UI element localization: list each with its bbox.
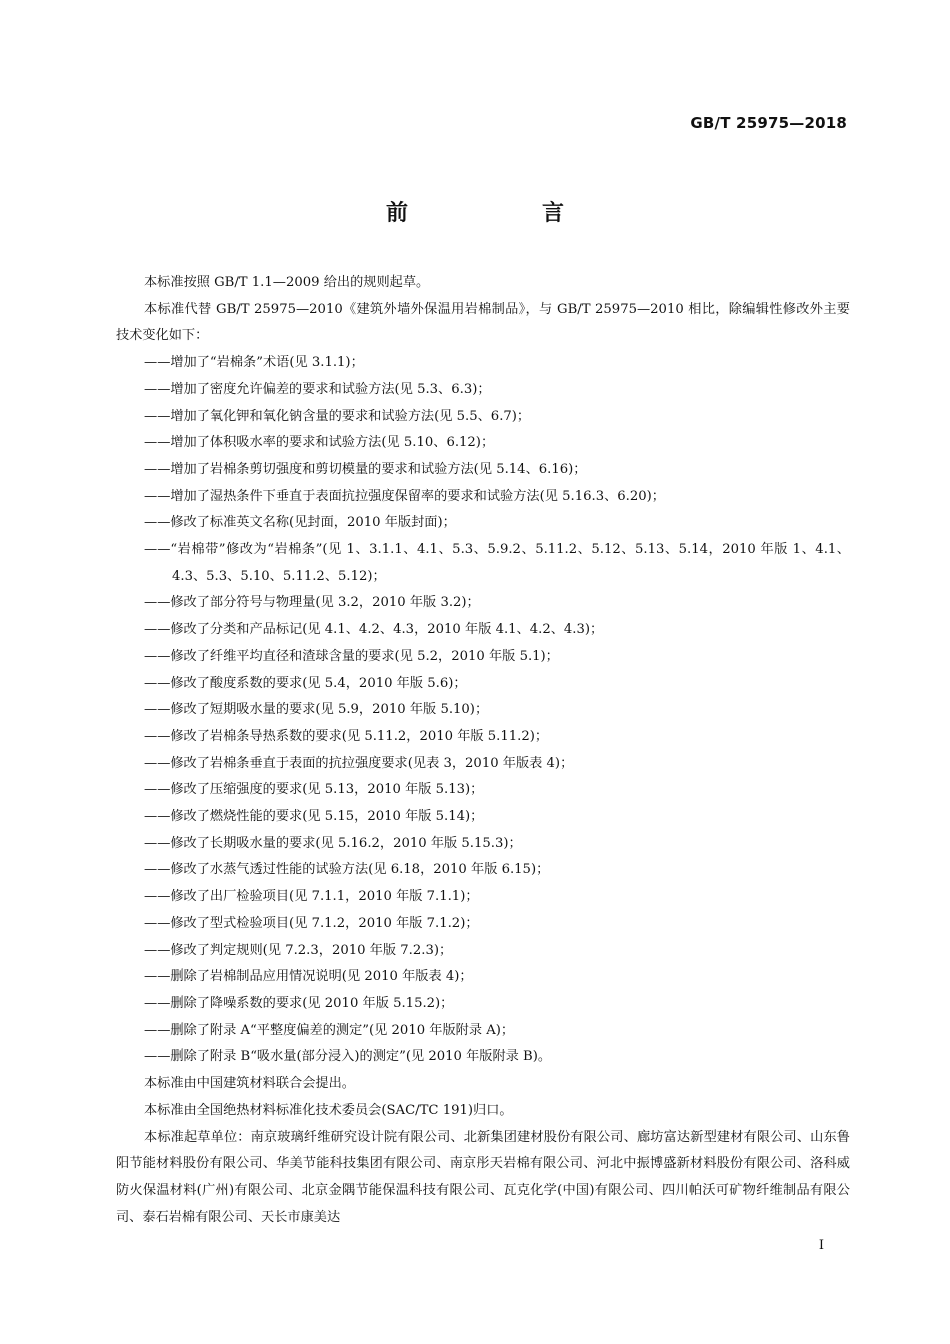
change-item: ——修改了出厂检验项目(见 7.1.1，2010 年版 7.1.1)； bbox=[144, 889, 479, 905]
change-item: ——删除了岩棉制品应用情况说明(见 2010 年版表 4)； bbox=[144, 969, 473, 985]
change-item: ——修改了燃烧性能的要求(见 5.15，2010 年版 5.14)； bbox=[144, 809, 484, 825]
change-item: ——修改了酸度系数的要求(见 5.4，2010 年版 5.6)； bbox=[144, 675, 467, 691]
change-item: ——删除了附录 A“平整度偏差的测定”(见 2010 年版附录 A)； bbox=[144, 1022, 515, 1038]
change-item: ——增加了岩棉条剪切强度和剪切模量的要求和试验方法(见 5.14、6.16)； bbox=[144, 461, 587, 477]
change-item: ——修改了型式检验项目(见 7.1.2，2010 年版 7.1.2)； bbox=[144, 915, 479, 931]
closing-paragraph: 本标准由中国建筑材料联合会提出。 bbox=[144, 1076, 355, 1092]
change-item: ——删除了附录 B“吸水量(部分浸入)的测定”(见 2010 年版附录 B)。 bbox=[144, 1049, 552, 1065]
change-item: ——修改了短期吸水量的要求(见 5.9，2010 年版 5.10)； bbox=[144, 702, 489, 718]
change-item: ——增加了密度允许偏差的要求和试验方法(见 5.3、6.3)； bbox=[144, 381, 491, 397]
change-item: ——修改了压缩强度的要求(见 5.13，2010 年版 5.13)； bbox=[144, 782, 484, 798]
change-item: ——增加了“岩棉条”术语(见 3.1.1)； bbox=[144, 355, 364, 371]
change-item: ——修改了分类和产品标记(见 4.1、4.2、4.3，2010 年版 4.1、4.2、4.3)； bbox=[144, 622, 604, 638]
change-item: ——修改了部分符号与物理量(见 3.2，2010 年版 3.2)； bbox=[144, 595, 480, 611]
change-item: ——修改了水蒸气透过性能的试验方法(见 6.18，2010 年版 6.15)； bbox=[144, 862, 550, 878]
drafting-units-paragraph: 本标准起草单位：南京玻璃纤维研究设计院有限公司、北新集团建材股份有限公司、廊坊富达新型建材有限公司、山东鲁阳节能材料股份有限公司、华美节能科技集团有限公司、南京彤天岩棉有限公司、河北中振博盛新材料股份有限公司、洛科威防火保温材料(广州)有限公司、北京金隅节能保温科技有限公司、瓦克化学(中国)有限公司、四川帕沃可矿物纤维制品有限公司、泰石岩棉有限公司、天长市康美达 bbox=[116, 1129, 850, 1225]
page-title: 前 言 bbox=[385, 201, 620, 226]
change-item: ——修改了岩棉条垂直于表面的抗拉强度要求(见表 3，2010 年版表 4)； bbox=[144, 755, 574, 771]
document-body bbox=[116, 270, 850, 1231]
change-item: ——删除了降噪系数的要求(见 2010 年版 5.15.2)； bbox=[144, 995, 454, 1011]
intro-paragraph: 本标准按照 GB/T 1.1—2009 给出的规则起草。 bbox=[144, 275, 430, 290]
closing-paragraph: 本标准由全国绝热材料标准化技术委员会(SAC/TC 191)归口。 bbox=[144, 1102, 513, 1118]
change-item: ——修改了长期吸水量的要求(见 5.16.2，2010 年版 5.15.3)； bbox=[144, 835, 522, 851]
change-item: ——修改了判定规则(见 7.2.3，2010 年版 7.2.3)； bbox=[144, 942, 453, 958]
page-number: I bbox=[818, 1238, 824, 1253]
intro-paragraph: 本标准代替 GB/T 25975—2010《建筑外墙外保温用岩棉制品》，与 GB/T 25975—2010 相比，除编辑性修改外主要技术变化如下： bbox=[116, 301, 850, 344]
change-item: ——“岩棉带”修改为“岩棉条”(见 1、3.1.1、4.1、5.3、5.9.2、5.11.2、5.12、5.13、5.14，2010 年版 1、4.1、4.3、5.3、5.10、5.11.2、5.12)； bbox=[144, 542, 850, 584]
change-item: ——增加了湿热条件下垂直于表面抗拉强度保留率的要求和试验方法(见 5.16.3、6.20)； bbox=[144, 488, 665, 504]
change-item: ——修改了岩棉条导热系数的要求(见 5.11.2，2010 年版 5.11.2)； bbox=[144, 728, 549, 744]
standard-code: GB/T 25975—2018 bbox=[690, 114, 847, 132]
change-item: ——修改了纤维平均直径和渣球含量的要求(见 5.2，2010 年版 5.1)； bbox=[144, 648, 559, 664]
change-item: ——增加了体积吸水率的要求和试验方法(见 5.10、6.12)； bbox=[144, 435, 495, 451]
change-item: ——增加了氧化钾和氧化钠含量的要求和试验方法(见 5.5、6.7)； bbox=[144, 408, 531, 424]
change-item: ——修改了标准英文名称(见封面，2010 年版封面)； bbox=[144, 515, 456, 531]
